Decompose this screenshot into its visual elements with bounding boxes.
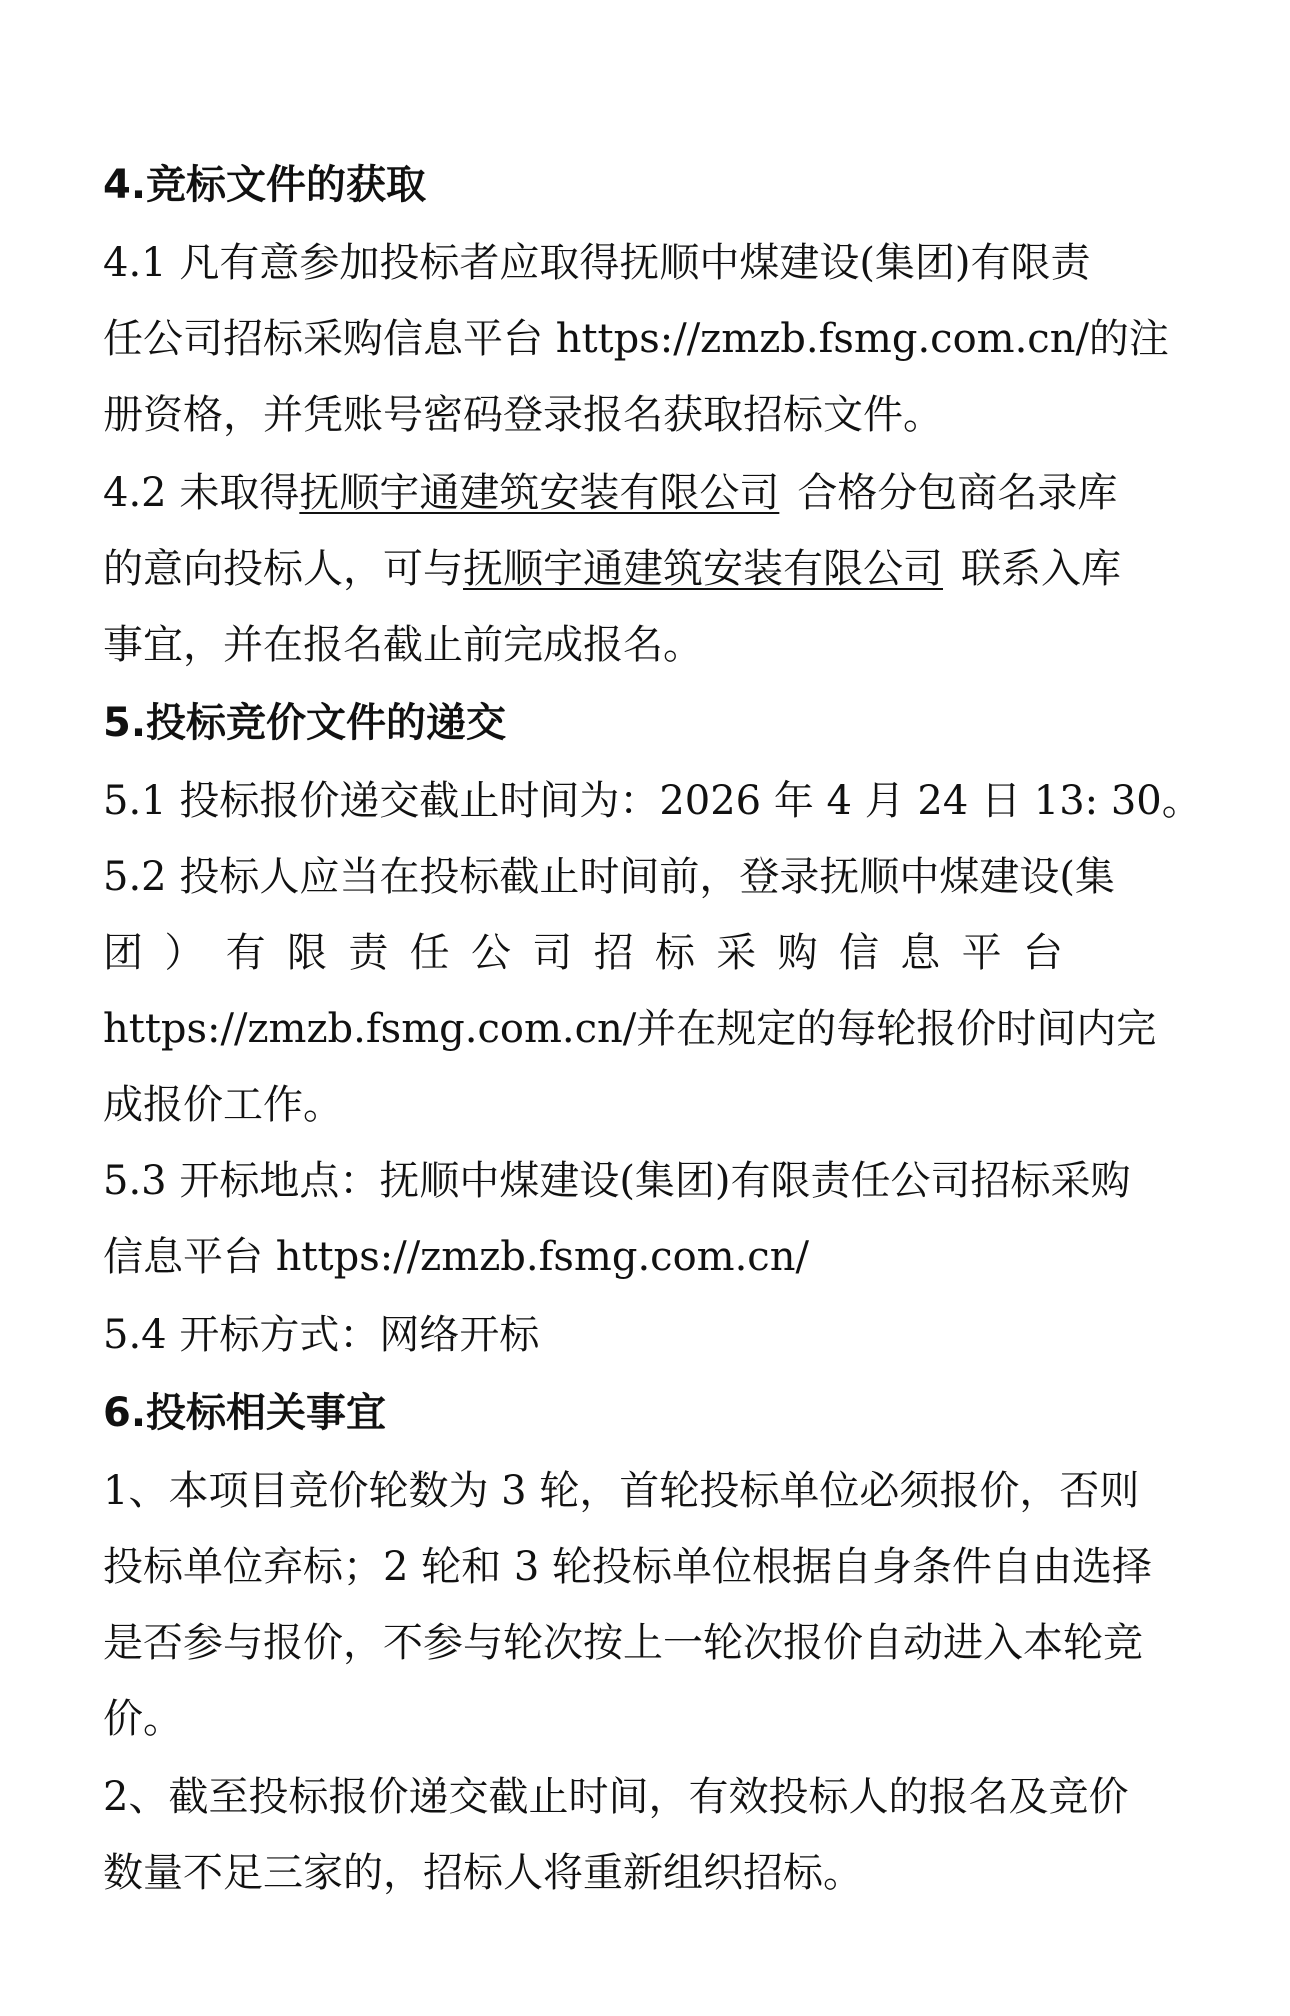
para-5-3-line-2: 信息平台 https://zmzb.fsmg.com.cn/ xyxy=(103,1234,809,1280)
para-5-2-line-2-justified xyxy=(103,928,1063,978)
company-name-underlined: 抚顺宇通建筑安装有限公司 xyxy=(299,470,780,516)
para-4-2-line-2-prefix: 的意向投标人，可与 xyxy=(103,546,463,592)
para-4-2-line-2 xyxy=(103,544,1121,594)
para-5-2-line-4: 成报价工作。 xyxy=(103,1082,343,1128)
justified-char: 司 xyxy=(532,930,573,976)
para-5-2-line-1: 5.2 投标人应当在投标截止时间前，登录抚顺中煤建设(集 xyxy=(103,854,1115,900)
para-6-1-line-2: 投标单位弃标；2 轮和 3 轮投标单位根据自身条件自由选择 xyxy=(103,1544,1153,1590)
section-5-heading: 5.投标竞价文件的递交 xyxy=(103,700,507,746)
justified-char: 任 xyxy=(409,930,450,976)
para-6-1-line-4: 价。 xyxy=(103,1696,183,1742)
para-4-1-line-2: 任公司招标采购信息平台 https://zmzb.fsmg.com.cn/的注 xyxy=(103,316,1169,362)
para-6-1-line-1: 1、本项目竞价轮数为 3 轮，首轮投标单位必须报价，否则 xyxy=(103,1468,1140,1514)
para-6-1-line-3: 是否参与报价，不参与轮次按上一轮次报价自动进入本轮竞 xyxy=(103,1620,1143,1666)
justified-char: 台 xyxy=(1022,930,1063,976)
para-6-2-line-2: 数量不足三家的，招标人将重新组织招标。 xyxy=(103,1850,863,1896)
justified-char: 责 xyxy=(348,930,389,976)
justified-char: 团 xyxy=(103,930,143,976)
para-4-1-line-3: 册资格，并凭账号密码登录报名获取招标文件。 xyxy=(103,392,943,438)
justified-char: 限 xyxy=(286,930,327,976)
para-5-2-line-3: https://zmzb.fsmg.com.cn/并在规定的每轮报价时间内完 xyxy=(103,1006,1157,1052)
para-4-2-suffix: 合格分包商名录库 xyxy=(797,470,1118,516)
para-4-2-line-2-suffix: 联系入库 xyxy=(961,546,1121,592)
para-4-2-prefix: 4.2 未取得 xyxy=(103,470,300,516)
para-5-1: 5.1 投标报价递交截止时间为：2026 年 4 月 24 日 13: 30。 xyxy=(103,778,1202,824)
justified-char: 公 xyxy=(470,930,511,976)
justified-char: ） xyxy=(164,930,205,976)
justified-char: 信 xyxy=(838,930,879,976)
para-5-4: 5.4 开标方式：网络开标 xyxy=(103,1312,540,1358)
para-4-1-line-1: 4.1 凡有意参加投标者应取得抚顺中煤建设(集团)有限责 xyxy=(103,240,1091,286)
justified-char: 有 xyxy=(225,930,266,976)
justified-char: 招 xyxy=(593,930,634,976)
company-name-underlined-2: 抚顺宇通建筑安装有限公司 xyxy=(463,546,943,592)
justified-char: 息 xyxy=(900,930,941,976)
para-4-2-line-3: 事宜，并在报名截止前完成报名。 xyxy=(103,622,703,668)
section-6-heading: 6.投标相关事宜 xyxy=(103,1390,387,1436)
para-4-2-line-1 xyxy=(103,468,1118,518)
justified-char: 购 xyxy=(777,930,818,976)
justified-char: 采 xyxy=(716,930,757,976)
section-4-heading: 4.竞标文件的获取 xyxy=(103,162,427,208)
justified-char: 标 xyxy=(654,930,695,976)
para-6-2-line-1: 2、截至投标报价递交截止时间，有效投标人的报名及竞价 xyxy=(103,1774,1129,1820)
justified-char: 平 xyxy=(961,930,1002,976)
para-5-3-line-1: 5.3 开标地点：抚顺中煤建设(集团)有限责任公司招标采购 xyxy=(103,1158,1131,1204)
